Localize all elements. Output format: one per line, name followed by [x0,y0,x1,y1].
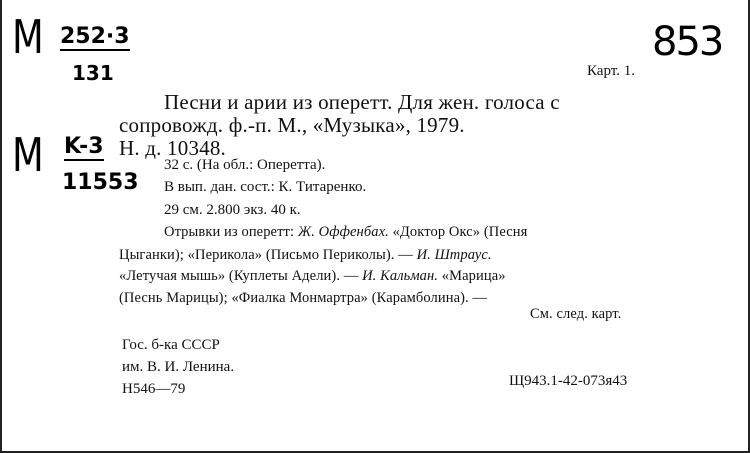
desc-pages: 32 с. (На обл.: Оперетта). [164,157,326,173]
library-name: Гос. б-ка СССР [122,337,220,353]
title-line-2: сопровожд. ф.-п. М., «Музыка», 1979. [119,113,465,137]
handwritten-shelf-code-2: K-3 [64,134,104,159]
classification-code: Щ943.1-42-073я43 [509,373,628,389]
handwritten-shelf-letter-1: M [12,10,44,64]
notes-line-2: Цыганки); «Перикола» (Письмо Периколы). — И. Штраус. [119,247,492,263]
desc-size-copies-price: 29 см. 2.800 экз. 40 к. [164,202,301,218]
notes-line-3: «Летучая мышь» (Куплеты Адели). — И. Кальман. «Марица» [119,268,506,284]
handwritten-shelf-letter-2: M [12,128,44,182]
library-name-cont: им. В. И. Ленина. [122,359,235,375]
title-line-1: Песни и арии из оперетт. Для жен. голоса с [164,90,560,114]
handwritten-shelf-number-2: 11553 [62,170,139,195]
notes-line-4: (Песнь Марицы); «Фиалка Монмартра» (Карамболина). — [119,290,488,306]
notes-line-1: Отрывки из оперетт: Ж. Оффенбах. «Доктор Окс» (Песня [164,224,528,240]
library-record-number: Н546—79 [122,381,186,397]
handwritten-shelf-number-1: 131 [72,61,114,85]
desc-compiler: В вып. дан. сост.: К. Титаренко. [164,179,367,195]
see-next-card: См. след. карт. [530,306,622,322]
handwritten-shelf-code-1: 252·3 [60,24,130,49]
handwritten-corner-number: 853 [652,19,723,65]
card-number-label: Карт. 1. [587,63,635,79]
title-line-3: Н. д. 10348. [119,136,227,160]
